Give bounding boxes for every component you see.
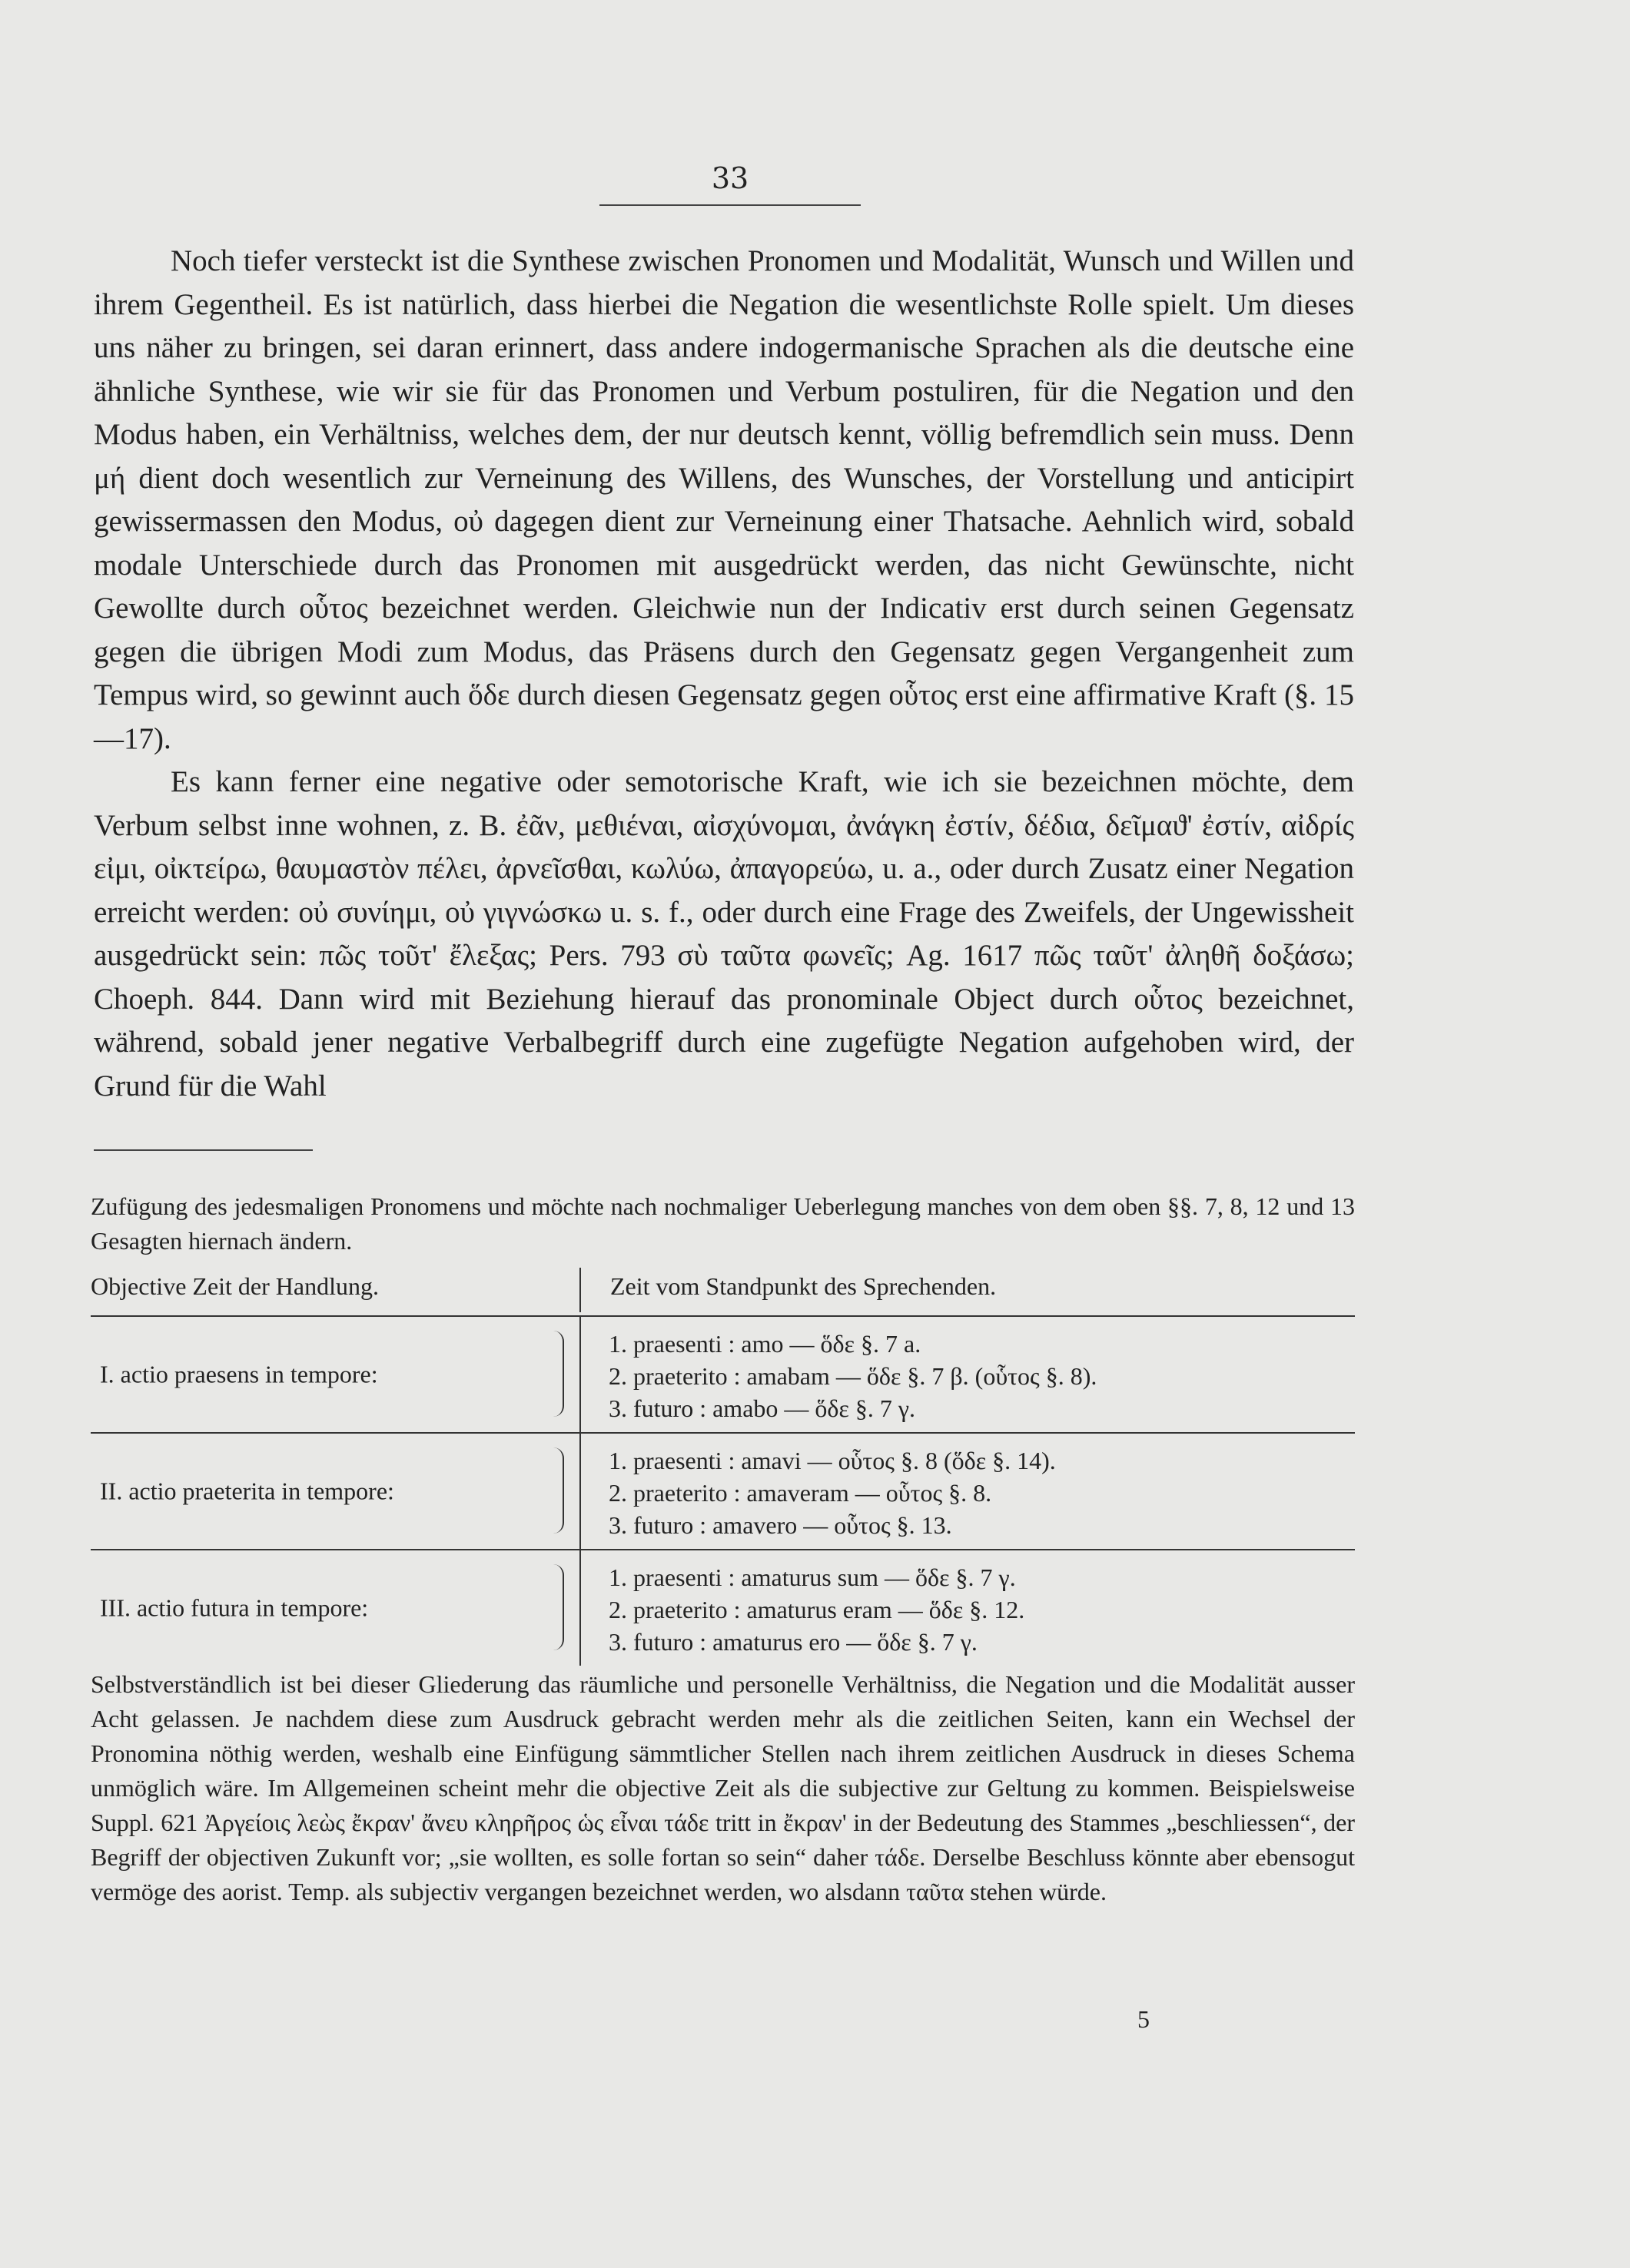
body-paragraph-2: Es kann ferner eine negative oder semotorische Kraft, wie ich sie bezeichnen möchte, dem Verbum selbst inne wohnen, z. B. ἐᾶν, μεθιέναι, αἰσχύνομαι, ἀνάγκη ἐστίν, δέδια, δεῖμαϑ' ἐστίν, αἰδρίς εἰμι, οἰκτείρω, θαυμαστὸν πέλει, ἀρνεῖσθαι, κωλύω, ἀπαγορεύω, u. a., oder durch Zusatz einer Negation erreicht werden: οὐ συνίημι, οὐ γιγνώσκω u. s. f., oder durch eine Frage des Zweifels, der Ungewissheit ausgedrückt sein: πῶς τοῦτ' ἔλεξας; Pers. 793 σὺ ταῦτα φωνεῖς; Ag. 1617 πῶς ταῦτ' ἀληθῆ δοξάσω; Choeph. 844. Dann wird mit Beziehung hierauf das pronominale Object durch οὗτος bezeichnet, während, sobald jener negative Verbalbegriff durch eine zugefügte Negation aufgehoben wird, der Grund für die Wahl bbox=[94, 765, 1354, 1102]
schema-row: 2. praeterito : amabam — ὅδε §. 7 β. (οὗτος §. 8). bbox=[609, 1362, 1097, 1390]
schema-row: 1. praesenti : amavi — οὗτος §. 8 (ὅδε §. 14). bbox=[609, 1447, 1056, 1474]
group-name: II. actio praeterita in tempore: bbox=[100, 1477, 394, 1505]
group-name: III. actio futura in tempore: bbox=[100, 1593, 369, 1622]
tense-schema bbox=[91, 1268, 1355, 1666]
schema-divider bbox=[579, 1550, 581, 1666]
schema-row: 2. praeterito : amaveram — οὗτος §. 8. bbox=[609, 1479, 992, 1507]
page-number: 33 bbox=[599, 161, 861, 206]
signature-mark: 5 bbox=[1137, 2005, 1150, 2033]
schema-row: 1. praesenti : amaturus sum — ὅδε §. 7 γ. bbox=[609, 1563, 1016, 1591]
schema-group-futura bbox=[91, 1549, 1355, 1666]
schema-header-left: Objective Zeit der Handlung. bbox=[91, 1272, 379, 1300]
brace-icon bbox=[552, 1564, 564, 1650]
schema-row: 3. futuro : amavero — οὗτος §. 13. bbox=[609, 1511, 952, 1539]
schema-row: 3. futuro : amabo — ὅδε §. 7 γ. bbox=[609, 1394, 916, 1422]
footnote-closing bbox=[91, 1667, 1355, 1909]
footnote-closing-text: Selbstverständlich ist bei dieser Gliederung das räumliche und personelle Verhältniss, die Negation und die Modalität ausser Acht gelassen. Je nachdem diese zum Ausdruck gebracht werden mehr als die zeitlichen Seiten, kann ein Wechsel der Pronomina nöthig werden, weshalb eine Einfügung sämmtlicher Stellen nach ihrem zeitlichen Ausdruck in dieses Schema unmöglich wäre. Im Allgemeinen scheint mehr die objective Zeit als die subjective zur Geltung zu kommen. Beispielsweise Suppl. 621 Ἀργείοις λεὼς ἔκραν' ἄνευ κληρῆρος ὡς εἶναι τάδε tritt in ἔκραν' in der Bedeutung des Stammes „beschliessen“, der Begriff der objectiven Zukunft vor; „sie wollten, es solle fortan so sein“ daher τάδε. Derselbe Beschluss könnte aber ebensogut vermöge des aorist. Temp. als subjectiv vergangen bezeichnet werden, wo alsdann ταῦτα stehen würde. bbox=[91, 1670, 1355, 1905]
schema-group-praeterita bbox=[91, 1432, 1355, 1549]
brace-icon bbox=[552, 1447, 564, 1534]
schema-row: 3. futuro : amaturus ero — ὅδε §. 7 γ. bbox=[609, 1628, 978, 1656]
schema-row: 1. praesenti : amo — ὅδε §. 7 a. bbox=[609, 1330, 921, 1358]
footnote-separator bbox=[94, 1149, 313, 1151]
footnote-intro bbox=[91, 1189, 1355, 1258]
schema-divider bbox=[579, 1268, 581, 1312]
schema-header bbox=[91, 1268, 1355, 1315]
schema-divider bbox=[579, 1317, 581, 1432]
main-text bbox=[94, 240, 1354, 1108]
brace-icon bbox=[552, 1331, 564, 1417]
schema-header-right: Zeit vom Standpunkt des Sprechenden. bbox=[610, 1272, 997, 1300]
group-name: I. actio praesens in tempore: bbox=[100, 1360, 378, 1388]
body-paragraph-1: Noch tiefer versteckt ist die Synthese zwischen Pronomen und Modalität, Wunsch und Willen und ihrem Gegentheil. Es ist natürlich, dass hierbei die Negation die wesentlichste Rolle spielt. Um dieses uns näher zu bringen, sei daran erinnert, dass andere indogermanische Sprachen als die deutsche eine ähnliche Synthese, wie wir sie für das Pronomen und Verbum postuliren, für die Negation und den Modus haben, ein Verhältniss, welches dem, der nur deutsch kennt, völlig befremdlich sein muss. Denn μή dient doch wesentlich zur Verneinung des Willens, des Wunsches, der Vorstellung und anticipirt gewissermassen den Modus, οὐ dagegen dient zur Verneinung einer Thatsache. Aehnlich wird, sobald modale Unterschiede durch das Pronomen mit ausgedrückt werden, das nicht Gewünschte, nicht Gewollte durch οὗτος bezeichnet werden. Gleichwie nun der Indicativ erst durch seinen Gegensatz gegen die übrigen Modi zum Modus, das Präsens durch den Gegensatz gegen Vergangenheit zum Tempus wird, so gewinnt auch ὅδε durch diesen Gegensatz gegen οὗτος erst eine affirmative Kraft (§. 15—17). bbox=[94, 244, 1354, 755]
schema-row: 2. praeterito : amaturus eram — ὅδε §. 12. bbox=[609, 1596, 1025, 1623]
schema-divider bbox=[579, 1434, 581, 1549]
footnote-intro-text: Zufügung des jedesmaligen Pronomens und möchte nach nochmaliger Ueberlegung manches von dem oben §§. 7, 8, 12 und 13 Gesagten hiernach ändern. bbox=[91, 1192, 1355, 1255]
schema-group-praesens bbox=[91, 1315, 1355, 1432]
